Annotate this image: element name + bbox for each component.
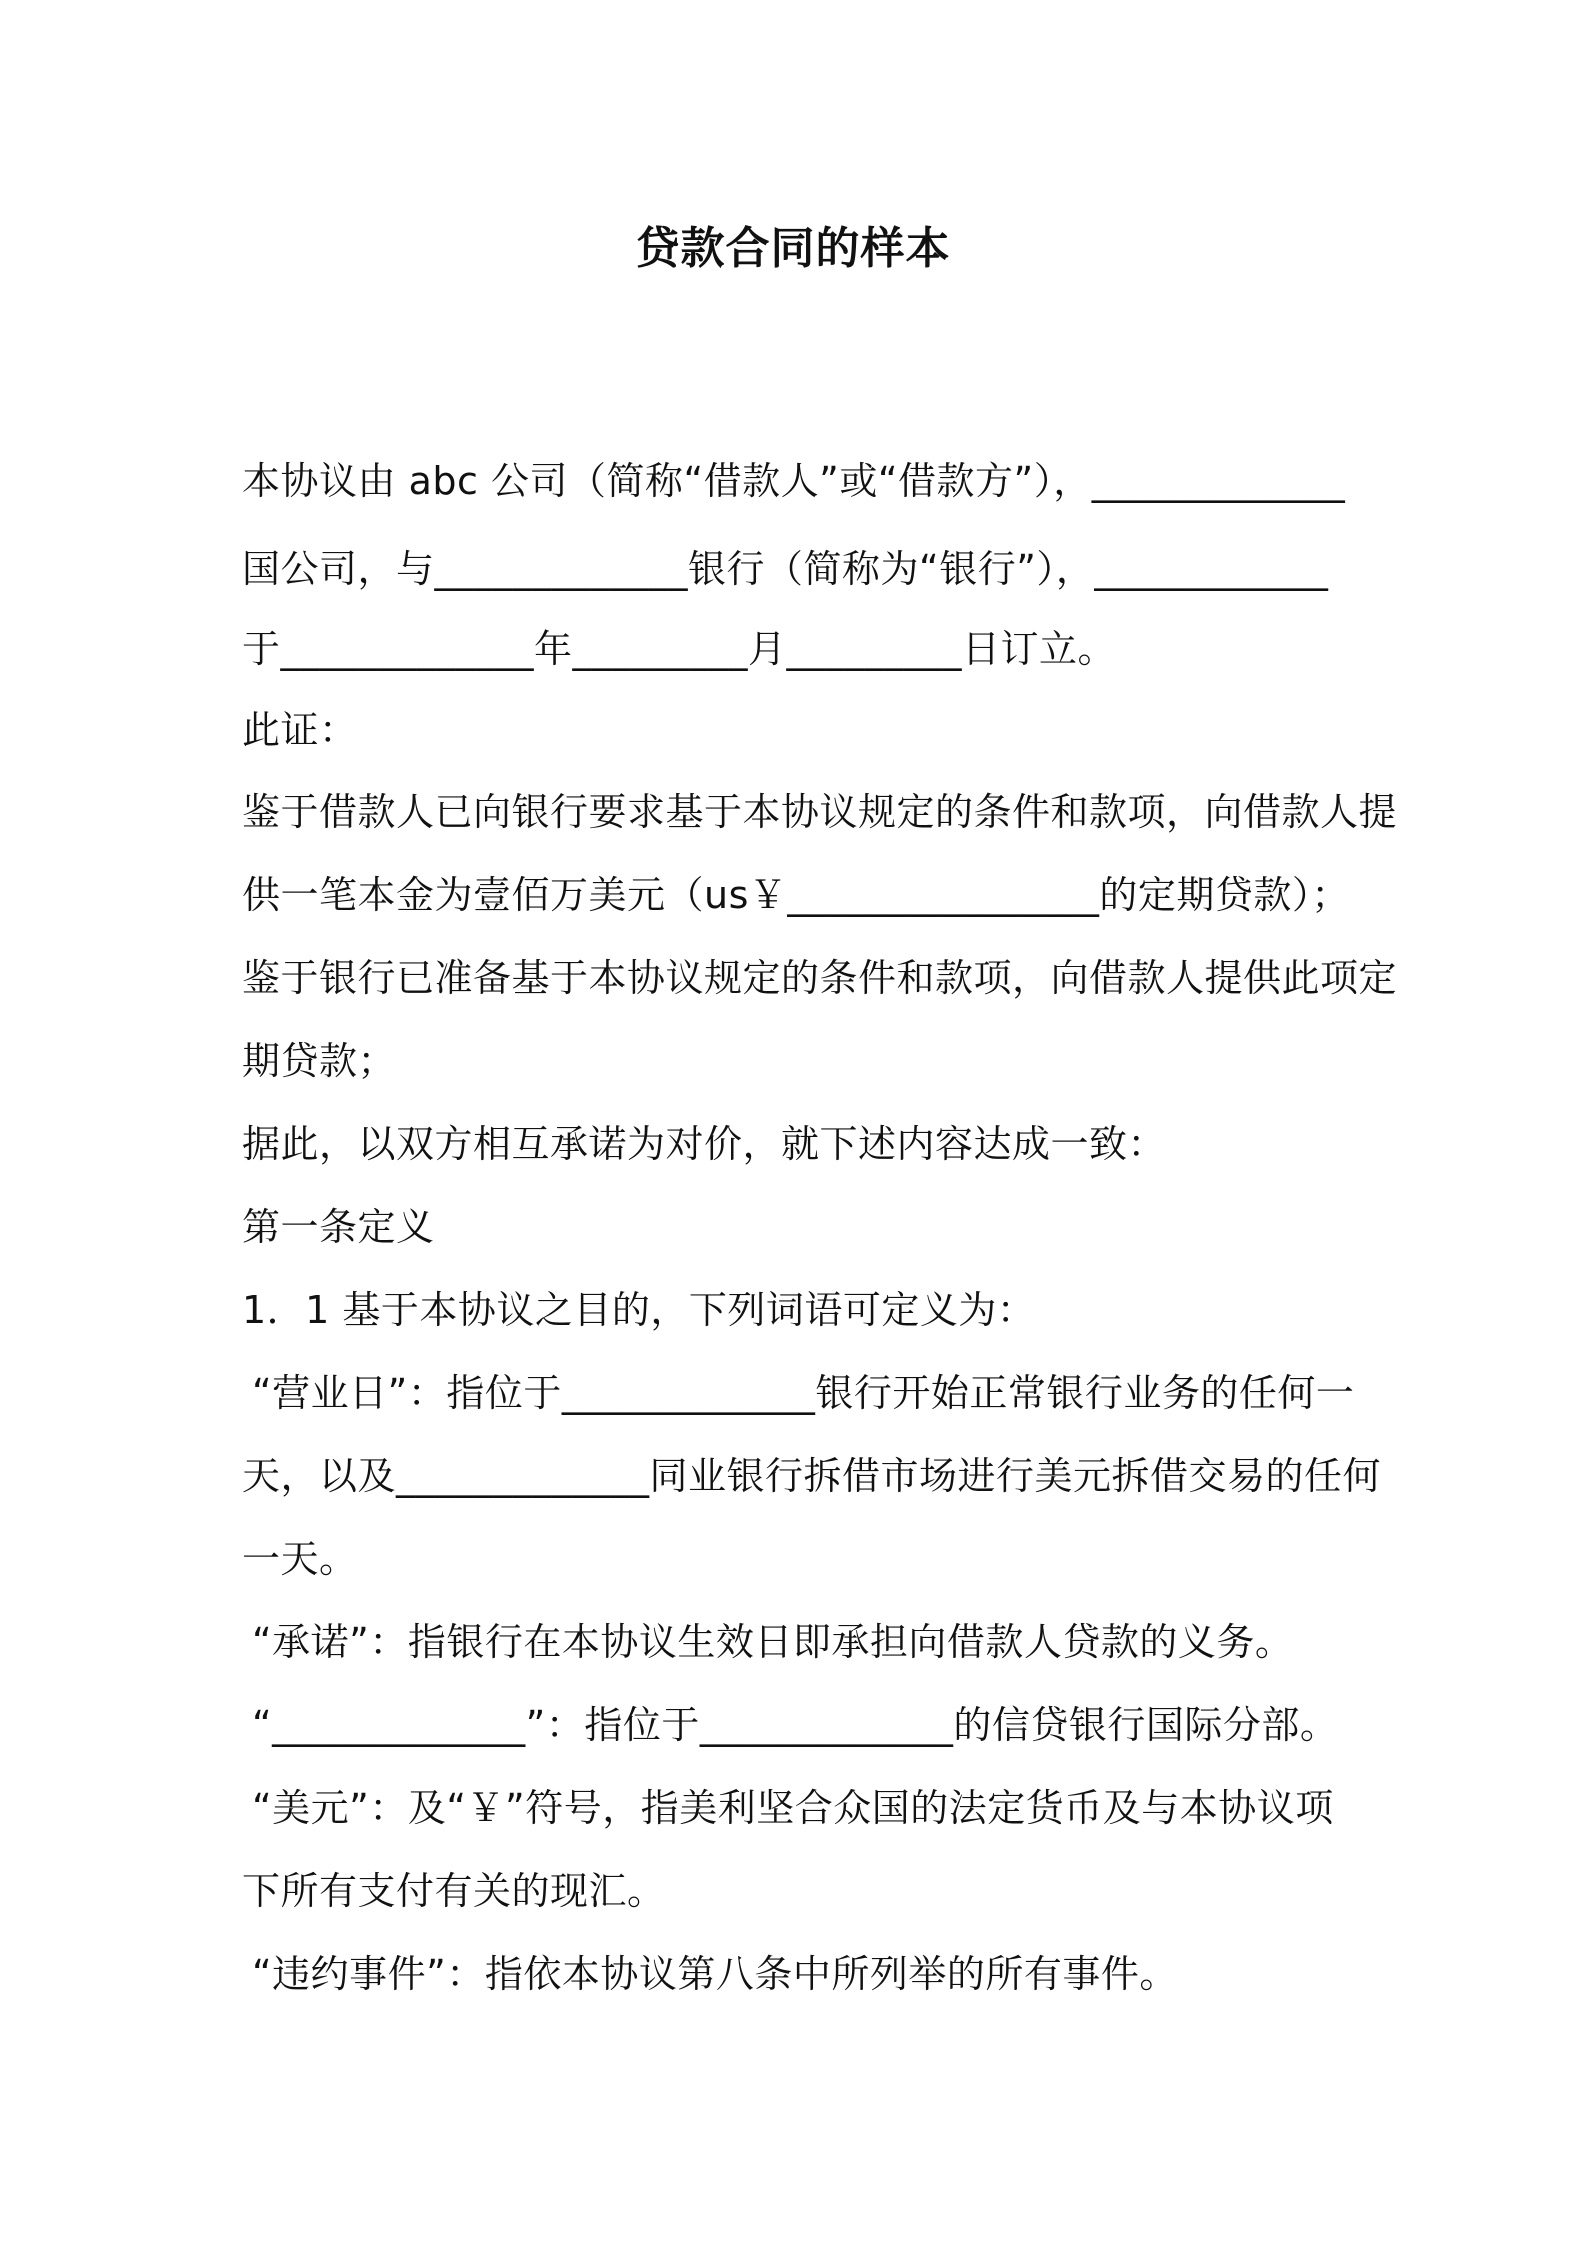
definition-line: 下所有支付有关的现汇。: [242, 1869, 666, 1913]
paragraph-line: 国公司，与_____________银行（简称为“银行”），____________: [242, 547, 1329, 591]
definition-line: “营业日”：指位于_____________银行开始正常银行业务的任何一: [252, 1371, 1355, 1415]
definition-line: “违约事件”：指依本协议第八条中所列举的所有事件。: [252, 1952, 1178, 1996]
paragraph-line: 供一笔本金为壹佰万美元（us￥________________的定期贷款）；: [242, 873, 1350, 917]
document-title: 贷款合同的样本: [635, 223, 951, 274]
paragraph-line: 于_____________年_________月_________日订立。: [242, 627, 1117, 671]
paragraph-line: 据此，以双方相互承诺为对价，就下述内容达成一致：: [242, 1122, 1167, 1166]
section-heading: 第一条定义: [242, 1205, 435, 1249]
definition-line: “美元”：及“￥”符号，指美利坚合众国的法定货币及与本协议项: [252, 1786, 1334, 1830]
clause-line: 1．1 基于本协议之目的，下列词语可定义为：: [242, 1288, 1036, 1332]
paragraph-line: 此证：: [242, 708, 358, 752]
paragraph-line: 本协议由 abc 公司（简称“借款人”或“借款方”），_____________: [242, 459, 1346, 503]
definition-line: 一天。: [242, 1537, 358, 1581]
definition-line: “承诺”：指银行在本协议生效日即承担向借款人贷款的义务。: [252, 1620, 1294, 1664]
definition-line: “_____________”：指位于_____________的信贷银行国际分部。: [252, 1703, 1339, 1747]
paragraph-line: 鉴于借款人已向银行要求基于本协议规定的条件和款项，向借款人提: [242, 790, 1398, 834]
paragraph-line: 鉴于银行已准备基于本协议规定的条件和款项，向借款人提供此项定: [242, 956, 1398, 1000]
paragraph-line: 期贷款；: [242, 1039, 397, 1083]
definition-line: 天，以及_____________同业银行拆借市场进行美元拆借交易的任何: [242, 1454, 1382, 1498]
